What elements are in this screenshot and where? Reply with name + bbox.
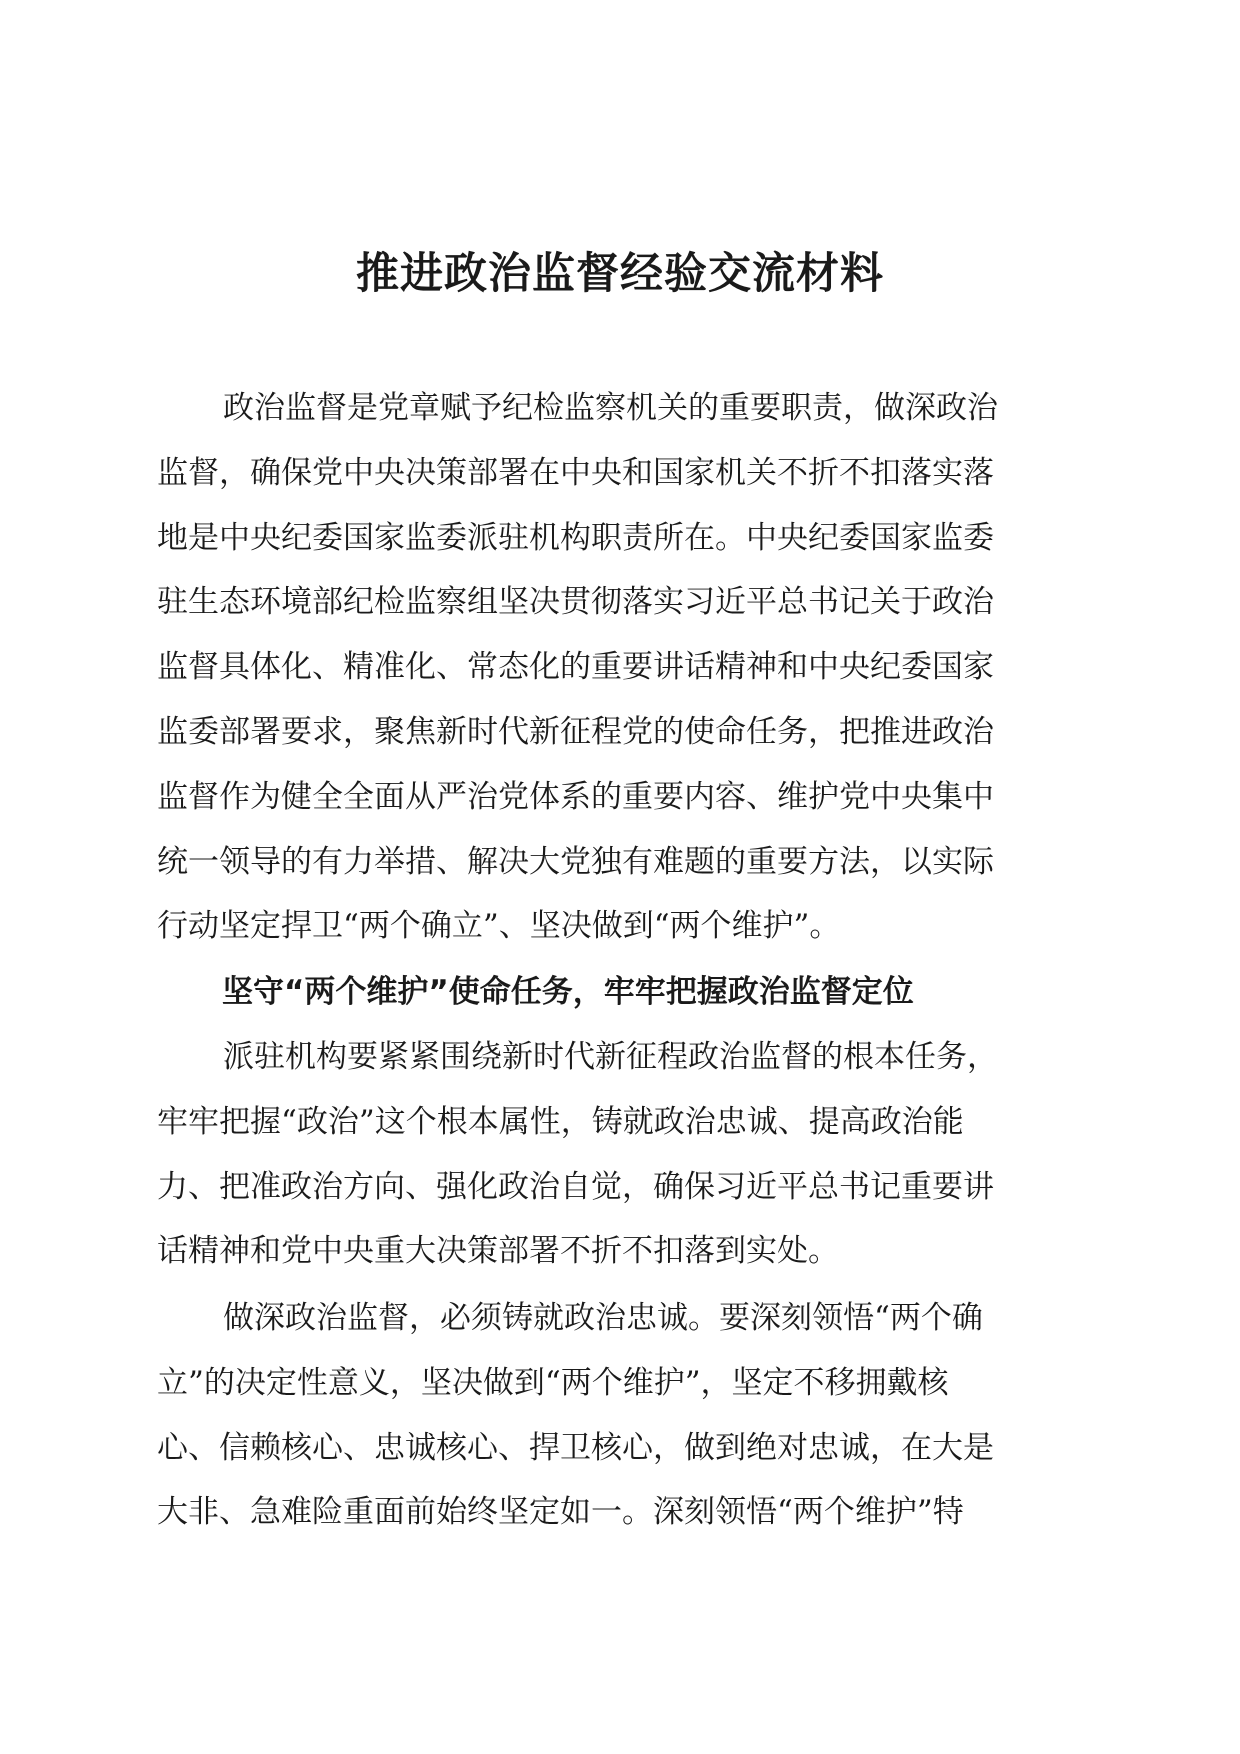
text-line: 监督具体化、精准化、常态化的重要讲话精神和中央纪委国家 — [157, 649, 994, 686]
text-line: 监督作为健全全面从严治党体系的重要内容、维护党中央集中 — [157, 778, 994, 815]
text-line: 力、把准政治方向、强化政治自觉，确保习近平总书记重要讲 — [157, 1168, 994, 1205]
text-line: 监督，确保党中央决策部署在中央和国家机关不折不扣落实落 — [157, 454, 994, 491]
text-line: 行动坚定捍卫“两个确立”、坚决做到“两个维护”。 — [157, 908, 841, 945]
text-line: 话精神和党中央重大决策部署不折不扣落到实处。 — [157, 1233, 839, 1270]
text-line: 心、信赖核心、忠诚核心、捍卫核心，做到绝对忠诚，在大是 — [157, 1429, 994, 1466]
document-title: 推进政治监督经验交流材料 — [356, 249, 884, 299]
text-line: 做深政治监督，必须铸就政治忠诚。要深刻领悟“两个确 — [223, 1300, 983, 1336]
paragraph-3 — [157, 1286, 1077, 1545]
section-heading: 坚守“两个维护”使命任务，牢牢把握政治监督定位 — [222, 974, 914, 1010]
text-line: 政治监督是党章赋予纪检监察机关的重要职责，做深政治 — [223, 390, 998, 426]
paragraph-1 — [157, 376, 1077, 959]
text-line: 监委部署要求，聚焦新时代新征程党的使命任务，把推进政治 — [157, 713, 994, 750]
text-line: 大非、急难险重面前始终坚定如一。深刻领悟“两个维护”特 — [157, 1494, 964, 1531]
paragraph-2 — [157, 1025, 1077, 1284]
text-line: 驻生态环境部纪检监察组坚决贯彻落实习近平总书记关于政治 — [157, 584, 994, 621]
text-line: 派驻机构要紧紧围绕新时代新征程政治监督的根本任务， — [223, 1039, 998, 1075]
text-line: 地是中央纪委国家监委派驻机构职责所在。中央纪委国家监委 — [157, 519, 994, 556]
text-line: 牢牢把握“政治”这个根本属性，铸就政治忠诚、提高政治能 — [157, 1103, 964, 1140]
text-line: 统一领导的有力举措、解决大党独有难题的重要方法，以实际 — [157, 843, 994, 880]
text-line: 立”的决定性意义，坚决做到“两个维护”，坚定不移拥戴核 — [157, 1364, 949, 1401]
